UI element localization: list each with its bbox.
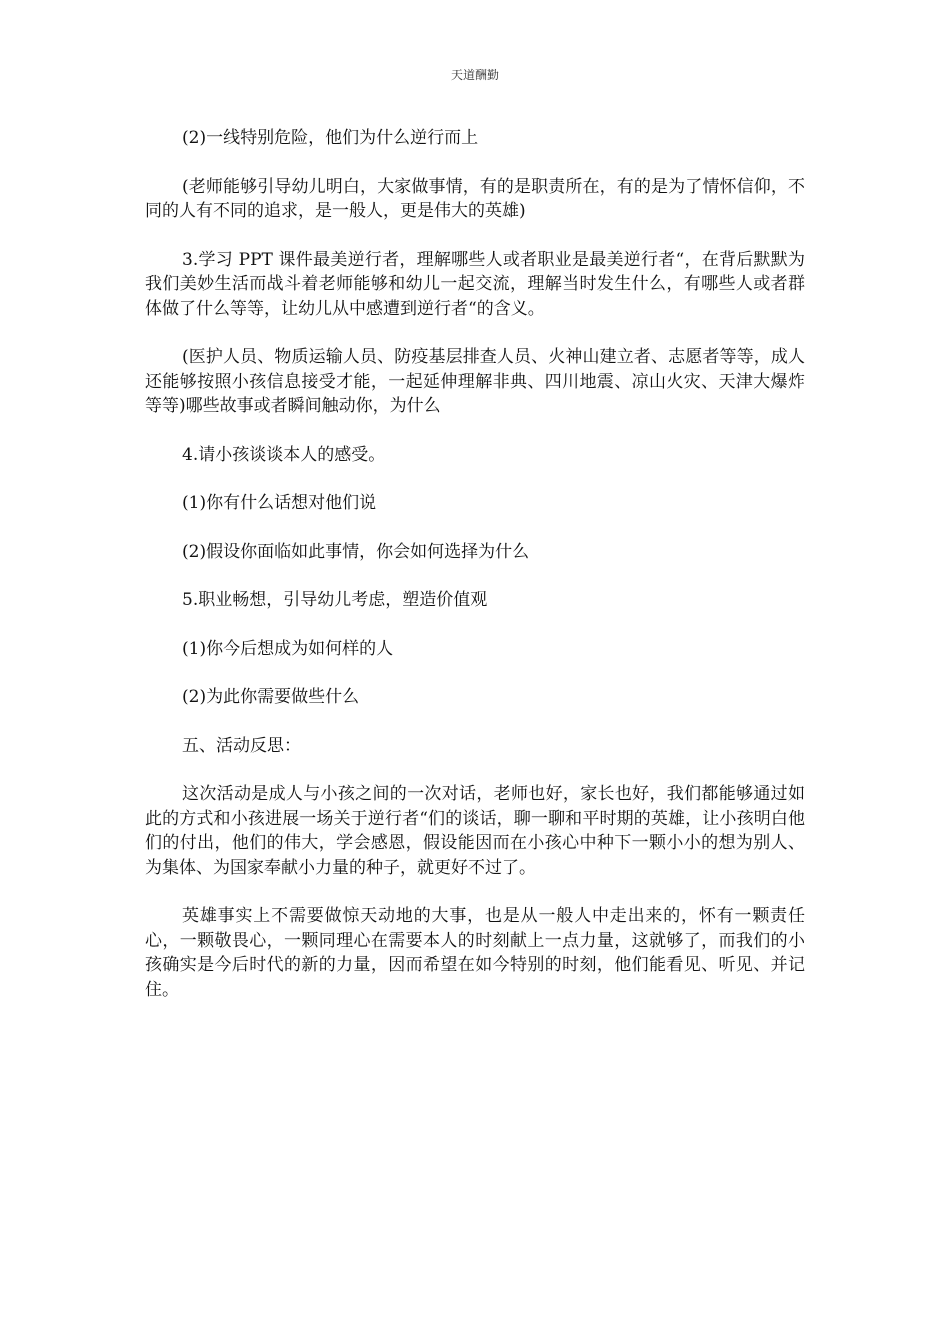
- section-heading: 五、活动反思：: [182, 735, 301, 756]
- paragraph: (医护人员、物质运输人员、防疫基层排查人员、火神山建立者、志愿者等等，成人还能够按照小孩信息接受才能，一起延伸理解非典、四川地震、凉山火灾、天津大爆炸等等)哪些故事或者瞬间触动你，为什么: [145, 347, 805, 416]
- paragraph: (2)一线特别危险，他们为什么逆行而上: [182, 128, 479, 148]
- paragraph: (1)你今后想成为如何样的人: [182, 638, 394, 659]
- paragraph: (1)你有什么话想对他们说: [182, 493, 377, 513]
- paragraph: 4.请小孩谈谈本人的感受。: [182, 444, 386, 465]
- paragraph: (2)假设你面临如此事情，你会如何选择为什么: [182, 541, 530, 562]
- paragraph: (2)为此你需要做些什么: [182, 687, 360, 707]
- document-body: [145, 126, 805, 1026]
- paragraph: (老师能够引导幼儿明白，大家做事情，有的是职责所在，有的是为了情怀信仰，不同的人有不同的追求，是一般人，更是伟大的英雄): [145, 176, 805, 221]
- paragraph: 3.学习 PPT 课件最美逆行者，理解哪些人或者职业是最美逆行者“，在背后默默为我们美妙生活而战斗着老师能够和幼儿一起交流，理解当时发生什么，有哪些人或者群体做了什么等等，让幼儿从中感遭到逆行者“的含义。: [145, 249, 805, 319]
- paragraph: 这次活动是成人与小孩之间的一次对话，老师也好，家长也好，我们都能够通过如此的方式和小孩进展一场关于逆行者“们的谈话，聊一聊和平时期的英雄，让小孩明白他们的付出，他们的伟大，学会感恩，假设能因而在小孩心中种下一颗小小的想为别人、为集体、为国家奉献小力量的种子，就更好不过了。: [145, 784, 805, 878]
- paragraph: 5.职业畅想，引导幼儿考虑，塑造价值观: [182, 590, 488, 610]
- page-header: 天道酬勤: [450, 68, 499, 82]
- paragraph: 英雄事实上不需要做惊天动地的大事，也是从一般人中走出来的，怀有一颗责任心，一颗敬畏心，一颗同理心在需要本人的时刻献上一点力量，这就够了，而我们的小孩确实是今后时代的新的力量，因而希望在如今特别的时刻，他们能看见、听见、并记住。: [145, 906, 805, 1000]
